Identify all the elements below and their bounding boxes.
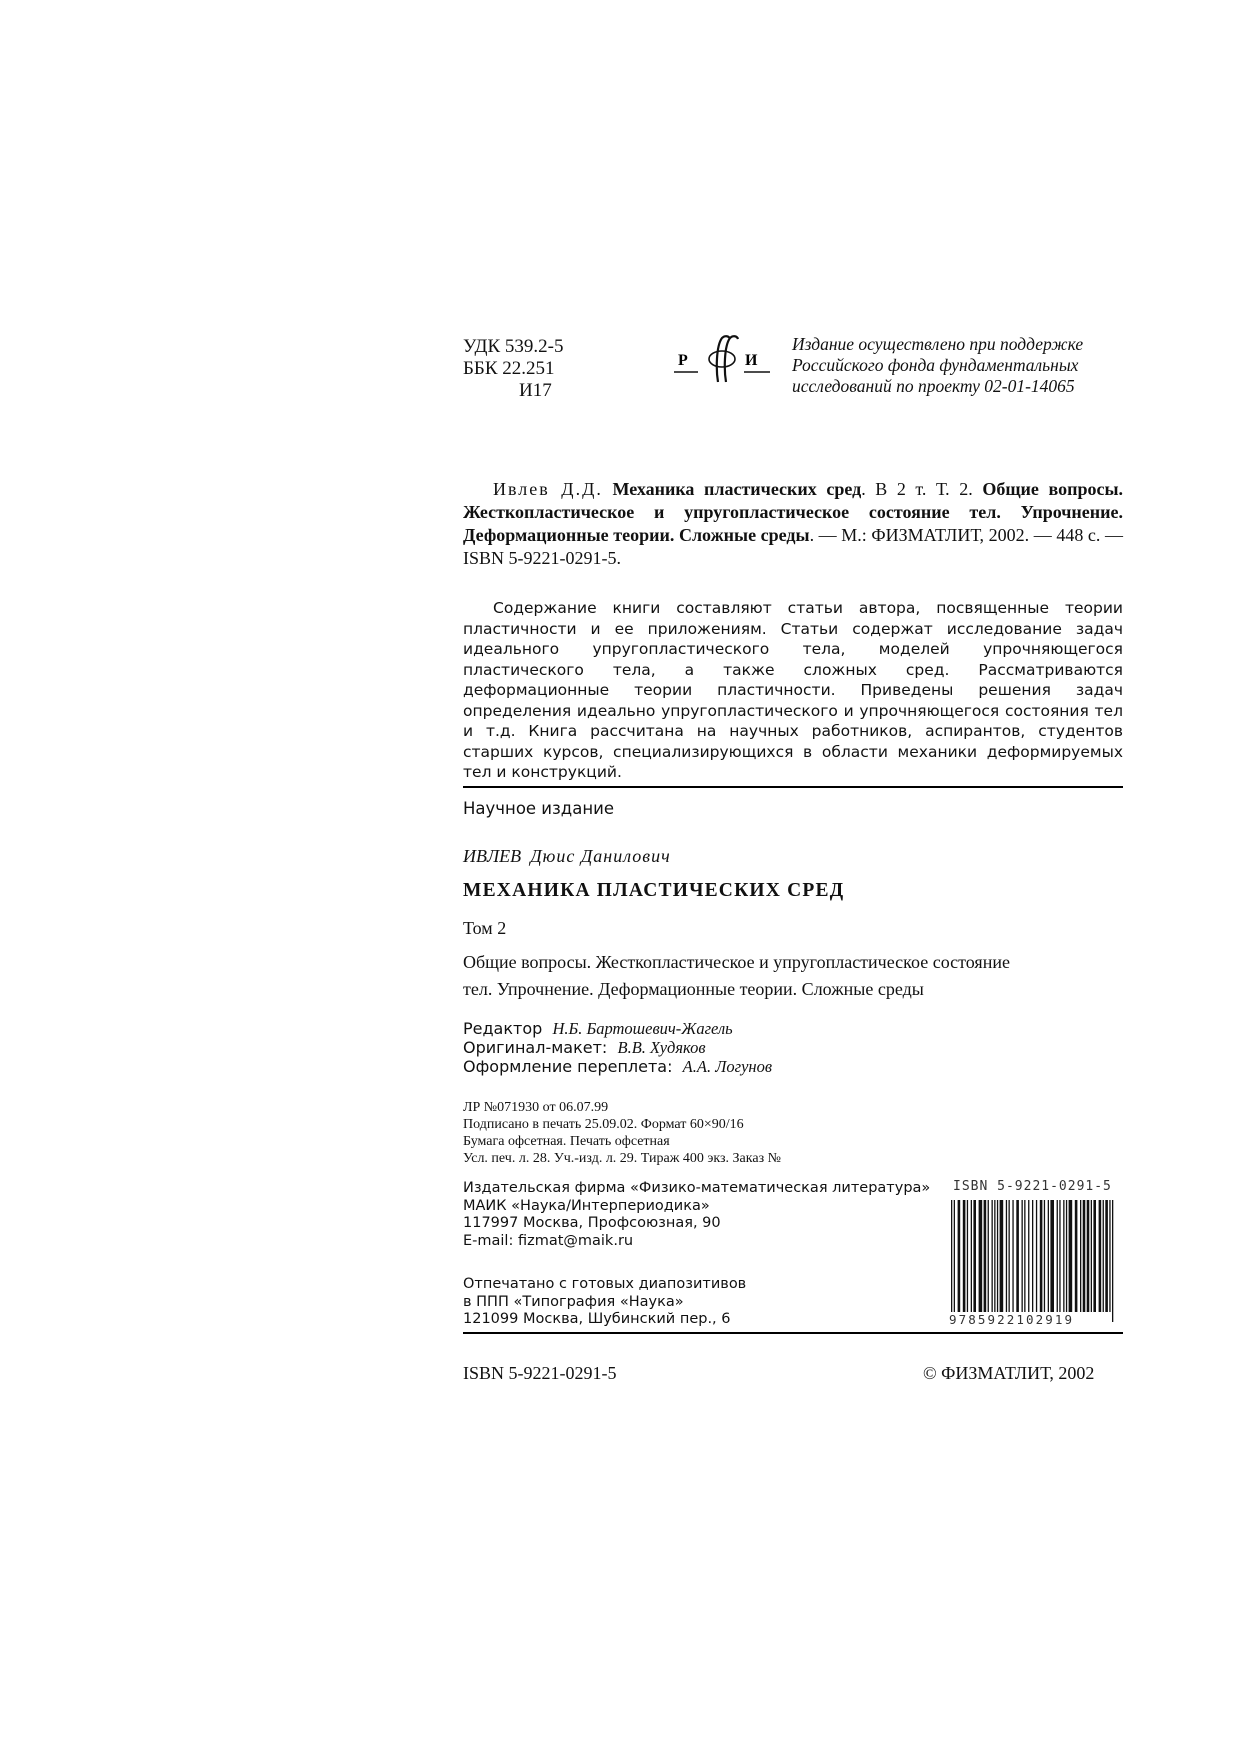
- volume-subtitle: [463, 949, 1128, 1003]
- credit-line: [463, 1038, 772, 1057]
- publisher-line: 117997 Москва, Профсоюзная, 90: [463, 1215, 721, 1231]
- barcode-bar: [979, 1200, 983, 1312]
- barcode-bar: [973, 1200, 976, 1312]
- barcode-bar: [1048, 1200, 1049, 1312]
- barcode-bar: [951, 1200, 952, 1322]
- barcode-bar: [1016, 1200, 1019, 1312]
- support-note-line: Издание осуществлено при поддержке: [792, 334, 1084, 354]
- rffi-logo-letter-i: И: [745, 352, 758, 369]
- barcode-bar: [1075, 1200, 1078, 1312]
- author-given-name: Дюис Данилович: [530, 846, 671, 866]
- print-info-line: Бумага офсетная. Печать офсетная: [463, 1134, 670, 1149]
- barcode-bar: [1032, 1200, 1033, 1322]
- barcode-bar: [1009, 1200, 1010, 1312]
- print-info-line: Усл. печ. л. 28. Уч.-изд. л. 29. Тираж 400 экз. Заказ №: [463, 1151, 781, 1166]
- barcode-bar: [1066, 1200, 1067, 1312]
- credit-role: Оригинал-макет:: [463, 1038, 608, 1057]
- barcode-bar: [1091, 1200, 1092, 1312]
- barcode-bar: [1006, 1200, 1007, 1312]
- publisher-line: E-mail: fizmat@maik.ru: [463, 1232, 634, 1249]
- classification-block: [463, 336, 564, 402]
- biblio-imprint: . — М.: ФИЗМАТЛИТ, 2002. — 448 с. — ISBN 5-9221-0291-5.: [463, 525, 1124, 568]
- credit-role: Редактор: [463, 1019, 543, 1038]
- print-info-line: Подписано в печать 25.09.02. Формат 60×90/16: [463, 1117, 744, 1132]
- bottom-divider: [463, 1332, 1123, 1334]
- barcode-digits: 9785922102919: [949, 1312, 1075, 1327]
- barcode-bar: [971, 1200, 972, 1312]
- barcode-bar: [1112, 1200, 1113, 1322]
- biblio-author: Ивлев Д.Д.: [493, 479, 603, 499]
- credit-role: Оформление переплета:: [463, 1057, 673, 1076]
- author-surname: ИВЛЕВ: [463, 846, 522, 866]
- credit-name: В.В. Худяков: [617, 1038, 706, 1057]
- rffi-support-note: [792, 334, 1124, 397]
- barcode-bar: [1093, 1200, 1096, 1312]
- publisher-line: Издательская фирма «Физико-математическая литература»: [463, 1180, 931, 1196]
- barcode-bar: [1028, 1200, 1029, 1312]
- volume-number: Том 2: [463, 918, 507, 938]
- rffi-logo-ff-mark: [709, 336, 738, 382]
- printer-block: [463, 1276, 746, 1329]
- barcode-bar: [1083, 1200, 1086, 1312]
- bibliographic-description: [463, 478, 1123, 570]
- volume-subtitle-line: тел. Упрочнение. Деформационные теории. Сложные среды: [463, 979, 924, 999]
- author-full-name: [463, 846, 671, 867]
- barcode-bar: [1069, 1200, 1073, 1312]
- barcode-bar: [1040, 1200, 1043, 1312]
- barcode-isbn-label: ISBN 5-9221-0291-5: [953, 1179, 1112, 1194]
- barcode-bar: [1105, 1200, 1108, 1312]
- credit-name: Н.Б. Бартошевич-Жагель: [552, 1019, 733, 1038]
- bbk-code: ББК 22.251: [463, 358, 555, 379]
- barcode-bar: [1050, 1200, 1054, 1312]
- barcode-bar: [1109, 1200, 1110, 1312]
- book-title: МЕХАНИКА ПЛАСТИЧЕСКИХ СРЕД: [463, 880, 845, 901]
- barcode-bar: [1024, 1200, 1025, 1312]
- barcode-bar: [1036, 1200, 1037, 1312]
- barcode-bar: [958, 1200, 961, 1312]
- barcode-bar: [954, 1200, 955, 1322]
- biblio-subtitle: Общие вопросы. Жесткопластическое и упругопластическое состояние тел. Упрочнение. Деформационные теории. Сложные среды: [463, 479, 1123, 545]
- edition-type: Научное издание: [463, 799, 614, 818]
- barcode-bar: [1012, 1200, 1013, 1312]
- barcode-bar: [994, 1200, 995, 1312]
- printer-line: 121099 Москва, Шубинский пер., 6: [463, 1311, 731, 1327]
- barcode-bar: [984, 1200, 987, 1312]
- publisher-block: [463, 1180, 930, 1250]
- barcode-bar: [1087, 1200, 1090, 1312]
- rffi-logo: [672, 332, 772, 386]
- publisher-line: МАИК «Наука/Интерпериодика»: [463, 1197, 710, 1214]
- barcode-bar: [1022, 1200, 1023, 1312]
- barcode-bar: [1044, 1200, 1045, 1312]
- footer-copyright: © ФИЗМАТЛИТ, 2002: [923, 1363, 1095, 1383]
- barcode-bar: [1059, 1200, 1060, 1312]
- abstract-text: Содержание книги составляют статьи автора, посвященные теории пластичности и ее приложениям. Статьи содержат исследование задач идеального упругопластического тела, моделей упрочняющегося пластического тела, а также сложных сред. Рассматриваются деформационные теории пластичности. Приведены решения задач определения идеально упругопластического и упрочняющегося состояния тел и т.д. Книга рассчитана на научных работников, аспирантов, студентов старших курсов, специализирующихся в области механики деформируемых тел и конструкций.: [463, 599, 1123, 781]
- isbn-barcode: [949, 1200, 1118, 1326]
- barcode-bar: [1063, 1200, 1064, 1312]
- barcode-bar: [967, 1200, 968, 1312]
- barcode-bar: [1000, 1200, 1004, 1312]
- barcode-bar: [992, 1200, 993, 1312]
- biblio-volume-info: . В 2 т. Т. 2.: [861, 479, 973, 499]
- support-note-line: исследований по проекту 02-01-14065: [792, 376, 1075, 396]
- footer-isbn: ISBN 5-9221-0291-5: [463, 1363, 617, 1383]
- barcode-bar: [1080, 1200, 1081, 1312]
- support-note-line: Российского фонда фундаментальных: [792, 355, 1079, 375]
- print-info-block: [463, 1099, 781, 1167]
- credit-line: [463, 1057, 772, 1076]
- volume-subtitle-line: Общие вопросы. Жесткопластическое и упругопластическое состояние: [463, 952, 1010, 972]
- barcode-bar: [997, 1200, 998, 1312]
- udk-code: УДК 539.2-5: [463, 336, 564, 357]
- barcode-bar: [963, 1200, 966, 1312]
- rffi-logo-letter-r: Р: [678, 352, 688, 369]
- barcode-bar: [988, 1200, 989, 1312]
- credit-line: [463, 1019, 772, 1038]
- barcode-bar: [1099, 1200, 1102, 1312]
- printer-line: Отпечатано с готовых диапозитивов: [463, 1276, 747, 1292]
- catalog-code: И17: [519, 380, 552, 401]
- section-divider: [463, 786, 1123, 788]
- credit-name: А.А. Логунов: [682, 1057, 772, 1076]
- printer-line: в ППП «Типография «Наука»: [463, 1293, 684, 1310]
- barcode-bar: [1057, 1200, 1058, 1312]
- biblio-title: Механика пластических сред: [612, 479, 862, 499]
- barcode-bar: [1103, 1200, 1104, 1312]
- credits-block: [463, 1019, 772, 1076]
- print-info-line: ЛР №071930 от 06.07.99: [463, 1100, 609, 1115]
